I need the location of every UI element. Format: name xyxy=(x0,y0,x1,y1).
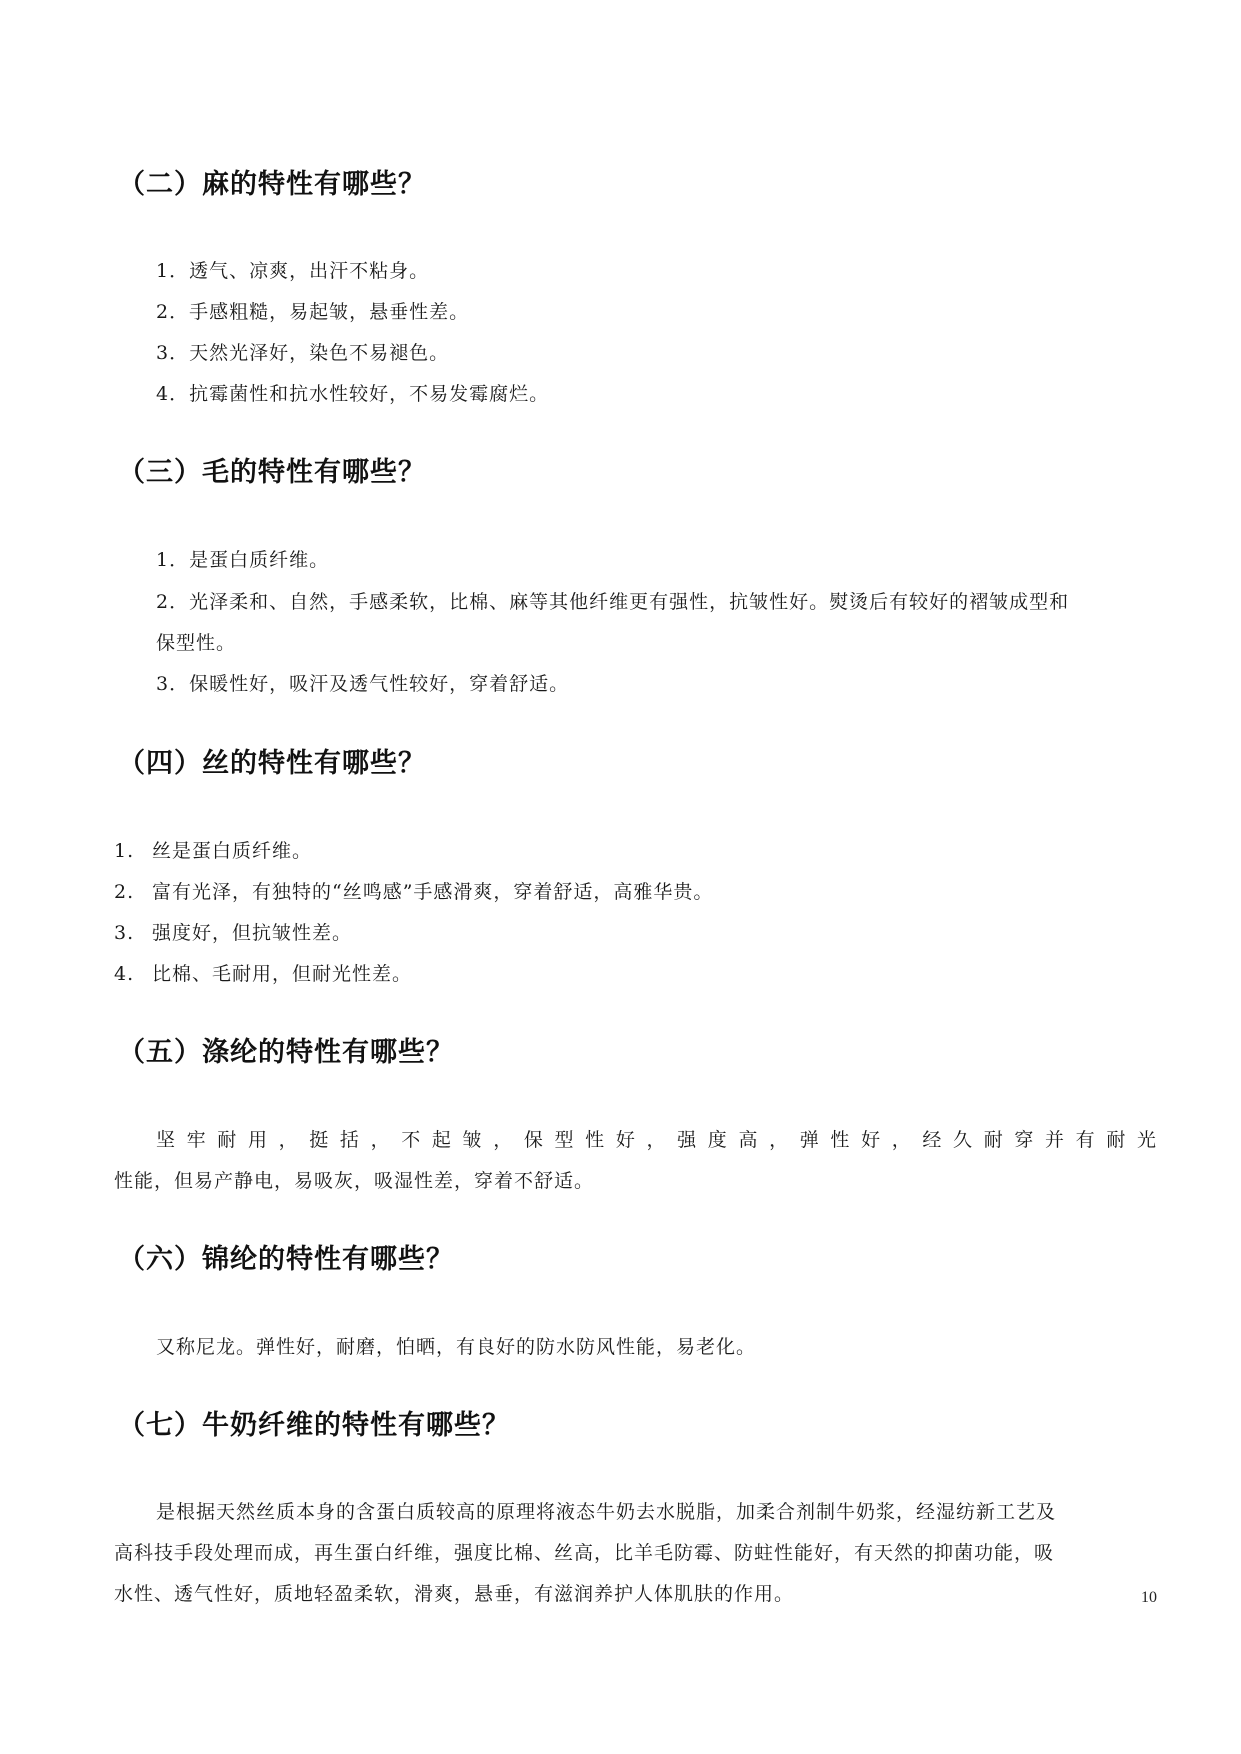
ma-item-4: 4．抗霉菌性和抗水性较好，不易发霉腐烂。 xyxy=(156,383,550,405)
jinlun-paragraph: 又称尼龙。弹性好，耐磨，怕晒，有良好的防水防风性能，易老化。 xyxy=(156,1336,757,1358)
si-item-4-text: 比棉、毛耐用，但耐光性差。 xyxy=(152,963,413,985)
section-heading-ma: （二）麻的特性有哪些？ xyxy=(118,169,426,200)
ma-item-1: 1．透气、凉爽，出汗不粘身。 xyxy=(156,260,430,282)
si-item-3-number: 3. xyxy=(114,922,135,944)
mao-item-2-cont: 保型性。 xyxy=(156,632,237,654)
si-item-3-text: 强度好，但抗皱性差。 xyxy=(152,922,353,944)
ma-item-2: 2．手感粗糙，易起皱，悬垂性差。 xyxy=(156,301,470,323)
section-heading-mao: （三）毛的特性有哪些？ xyxy=(118,457,426,488)
niunai-paragraph-line-1: 是根据天然丝质本身的含蛋白质较高的原理将液态牛奶去水脱脂，加柔合剂制牛奶浆，经湿纺新工艺及 xyxy=(156,1501,1057,1523)
section-heading-dilun: （五）涤纶的特性有哪些？ xyxy=(118,1037,454,1068)
section-heading-niunai: （七）牛奶纤维的特性有哪些？ xyxy=(118,1410,510,1441)
si-item-4 xyxy=(114,959,412,986)
niunai-paragraph-line-2: 高科技手段处理而成，再生蛋白纤维，强度比棉、丝高，比羊毛防霉、防蛀性能好，有天然的抑菌功能，吸 xyxy=(114,1542,1055,1564)
si-item-2-number: 2. xyxy=(114,881,135,903)
section-heading-si: （四）丝的特性有哪些？ xyxy=(118,748,426,779)
si-item-1-number: 1. xyxy=(114,840,135,862)
si-item-1-text: 丝是蛋白质纤维。 xyxy=(152,840,313,862)
si-item-2 xyxy=(114,877,713,904)
dilun-paragraph-line-1: 坚牢耐用，挺括，不起皱，保型性好，强度高，弹性好，经久耐穿并有耐光 xyxy=(156,1129,1156,1151)
si-item-1 xyxy=(114,836,312,863)
dilun-paragraph-line-2: 性能，但易产静电，易吸灰，吸湿性差，穿着不舒适。 xyxy=(114,1170,595,1192)
mao-item-2: 2．光泽柔和、自然，手感柔软，比棉、麻等其他纤维更有强性，抗皱性好。熨烫后有较好的褶皱成型和 xyxy=(156,591,1070,613)
si-item-3 xyxy=(114,918,352,945)
page-number: 10 xyxy=(1141,1589,1157,1606)
ma-item-3: 3．天然光泽好，染色不易褪色。 xyxy=(156,342,450,364)
section-heading-jinlun: （六）锦纶的特性有哪些？ xyxy=(118,1244,454,1275)
si-item-2-text: 富有光泽，有独特的“丝鸣感”手感滑爽，穿着舒适，高雅华贵。 xyxy=(152,881,714,903)
niunai-paragraph-line-3: 水性、透气性好，质地轻盈柔软，滑爽，悬垂，有滋润养护人体肌肤的作用。 xyxy=(114,1583,795,1605)
mao-item-3: 3．保暖性好，吸汗及透气性较好，穿着舒适。 xyxy=(156,673,570,695)
mao-item-1: 1．是蛋白质纤维。 xyxy=(156,549,330,571)
si-item-4-number: 4. xyxy=(114,963,135,985)
